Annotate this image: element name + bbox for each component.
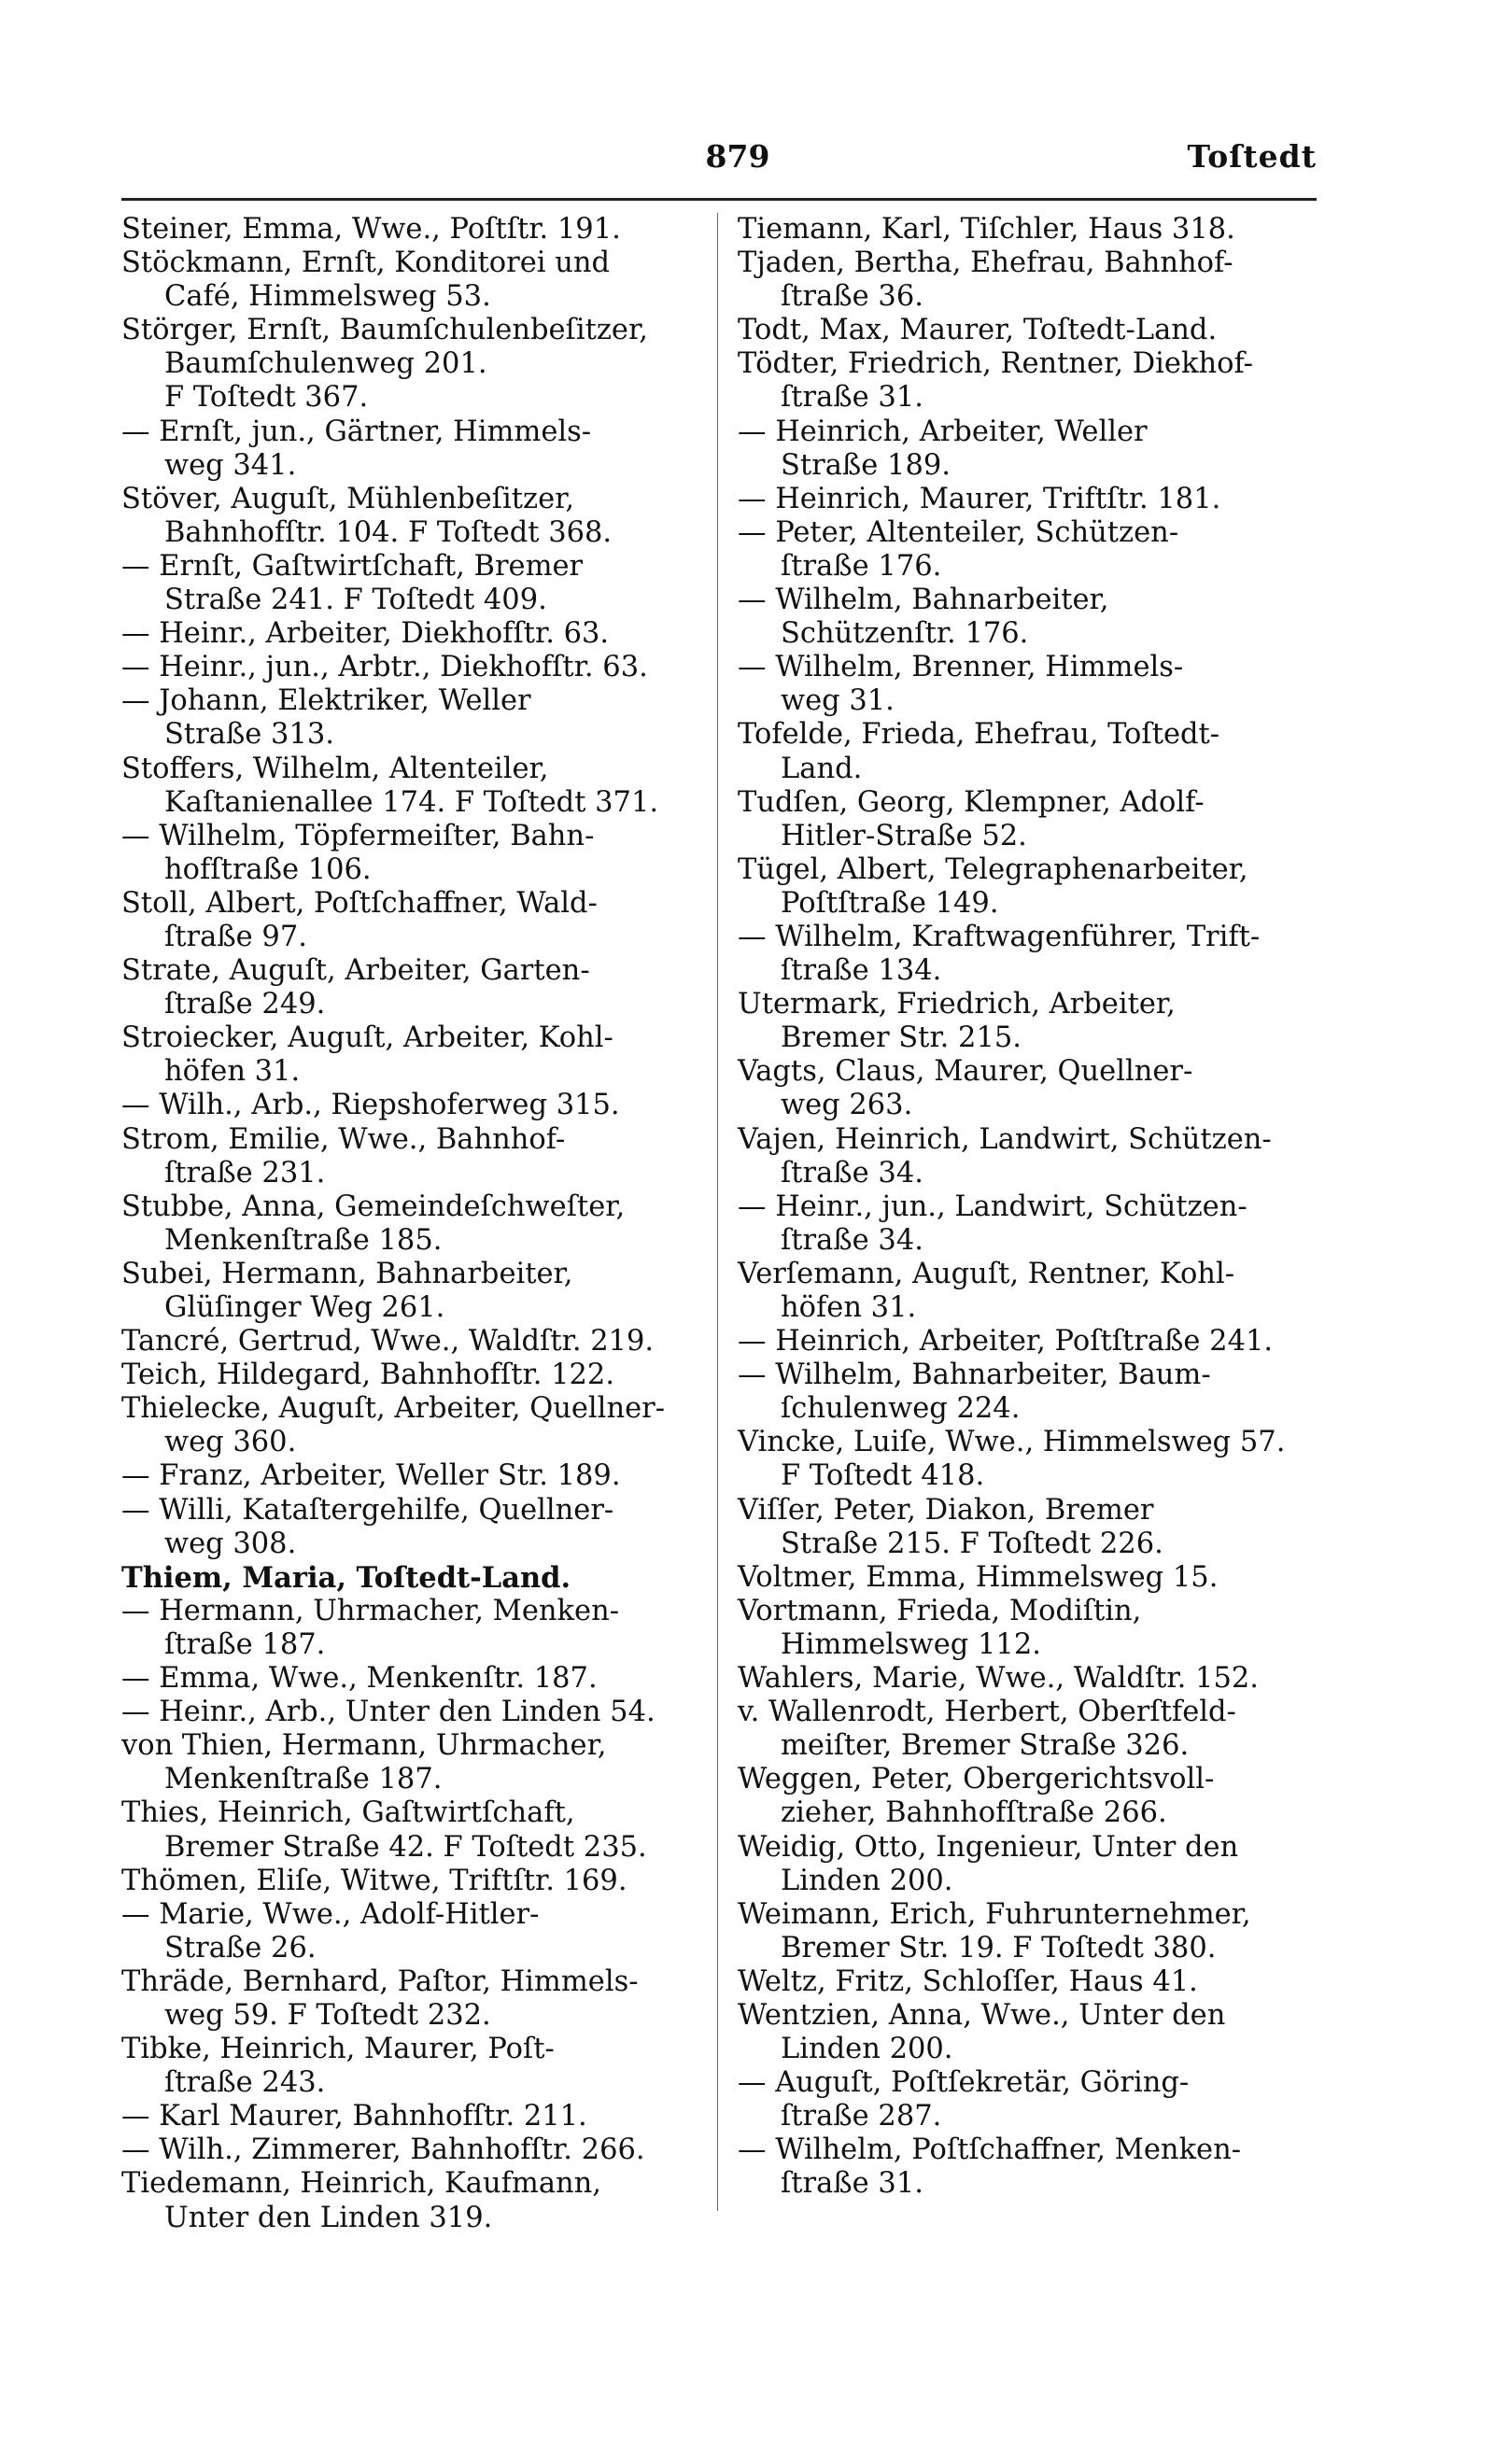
directory-entry [121,246,710,314]
entry-line: Bahnhofſtr. 104. F Toſtedt 368. [164,515,613,549]
directory-entry [121,1796,710,1864]
entry-line: Stöver, Auguſt, Mühlenbeſitzer, [121,482,575,515]
header-rule [121,198,1317,201]
directory-entry [738,2133,1326,2201]
directory-entry [121,213,710,246]
directory-entry [738,718,1326,785]
directory-entry [738,1696,1326,1763]
directory-entry [738,483,1326,516]
directory-entry [738,246,1326,314]
entry-line: meiſter, Bremer Straße 326. [781,1729,1190,1763]
directory-entry [738,314,1326,347]
directory-entry [738,584,1326,651]
entry-line: Bremer Str. 19. F Toſtedt 380. [781,1931,1217,1964]
entry-line: v. Wallenrodt, Herbert, Oberſtfeld- [738,1696,1236,1729]
directory-entry [738,347,1326,415]
entry-line: Strom, Emilie, Wwe., Bahnhof- [121,1122,566,1156]
directory-entry [121,1459,710,1493]
entry-line: Kaſtanienallee 174. F Toſtedt 371. [164,785,659,819]
entry-line: Teich, Hildegard, Bahnhofſtr. 122. [121,1359,615,1392]
directory-entry [738,786,1326,853]
entry-line: ſtraße 176. [781,549,942,583]
directory-entry [738,1325,1326,1359]
entry-line: Viſſer, Peter, Diakon, Bremer [738,1493,1154,1527]
entry-line: weg 59. F Toſtedt 232. [164,1998,491,2032]
entry-line: ſtraße 31. [781,381,923,415]
directory-entry [121,1089,710,1122]
directory-entry [738,1831,1326,1898]
entry-line: — Heinrich, Arbeiter, Poſtſtraße 241. [738,1325,1274,1359]
entry-line: Vortmann, Frieda, Modiſtin, [738,1594,1142,1627]
directory-entry [121,2133,710,2167]
entry-line: Vajen, Heinrich, Landwirt, Schützen- [738,1122,1272,1156]
entry-line: Poſtſtraße 149. [781,886,999,920]
directory-entry [121,1392,710,1459]
entry-line: — Hermann, Uhrmacher, Menken- [121,1594,620,1627]
right-column [738,213,1326,2202]
directory-entry [121,1595,710,1662]
entry-line: — Heinr., Arbeiter, Diekhofſtr. 63. [121,617,610,651]
entry-line: Weggen, Peter, Obergerichtsvoll- [738,1763,1215,1796]
entry-line: Café, Himmelsweg 53. [164,280,491,314]
running-head-place: Toſtedt [1187,138,1317,175]
entry-line: — Wilh., Zimmerer, Bahnhofſtr. 266. [121,2133,645,2167]
entry-line: hofſtraße 106. [164,852,372,886]
directory-entry [738,516,1326,584]
directory-entry [121,820,710,887]
directory-entry [121,1865,710,1898]
entry-line: ſchulenweg 224. [781,1392,1021,1426]
entry-line: weg 31. [781,684,895,718]
entry-line: weg 263. [781,1089,913,1122]
directory-entry [121,1258,710,1325]
directory-entry [738,921,1326,988]
entry-line: Weltz, Fritz, Schloſſer, Haus 41. [738,1964,1198,1998]
entry-line: ſtraße 231. [164,1156,326,1190]
directory-entry [738,651,1326,718]
entry-line: F Toſtedt 367. [164,381,369,415]
entry-line: ſtraße 287. [781,2100,942,2133]
directory-entry [121,2033,710,2100]
entry-line: — Heinr., Arb., Unter den Linden 54. [121,1696,655,1729]
page-number: 879 [705,138,770,175]
entry-line: Straße 26. [164,1931,317,1964]
directory-entry [121,415,710,483]
entry-line: Stöckmann, Ernſt, Konditorei und [121,246,611,280]
entry-line: Himmelsweg 112. [781,1627,1041,1661]
entry-line: Unter den Linden 319. [164,2201,493,2234]
entry-line: Stoll, Albert, Poſtſchaffner, Wald- [121,886,598,920]
entry-line: weg 308. [164,1527,297,1560]
entry-line: Baumſchulenweg 201. [164,347,487,381]
directory-entry [121,651,710,684]
entry-line: Bremer Straße 42. F Toſtedt 235. [164,1830,647,1864]
entry-line: ſtraße 34. [781,1156,923,1190]
entry-line: höfen 31. [781,1291,917,1324]
entry-line: weg 341. [164,448,297,482]
directory-entry [738,1595,1326,1662]
directory-entry [738,213,1326,246]
directory-entry [121,1325,710,1359]
entry-line: — Emma, Wwe., Menkenſtr. 187. [121,1662,598,1696]
entry-line: — Wilhelm, Bahnarbeiter, Baum- [738,1359,1211,1392]
entry-line: höfen 31. [164,1055,301,1089]
directory-entry [121,1965,710,2033]
entry-line: Wentzien, Anna, Wwe., Unter den [738,1998,1226,2032]
directory-entry [121,617,710,651]
directory-entry [121,1898,710,1965]
column-divider [717,213,718,2211]
entry-line: Tibke, Heinrich, Maurer, Poſt- [121,2033,555,2066]
directory-entry [738,1965,1326,1999]
entry-line: Vincke, Luiſe, Wwe., Himmelsweg 57. [738,1426,1286,1459]
entry-line: ſtraße 249. [164,988,326,1021]
entry-line: — Peter, Altenteiler, Schützen- [738,515,1179,549]
directory-entry [121,1561,710,1595]
directory-entry [121,2167,710,2234]
directory-entry [738,1898,1326,1965]
directory-entry [738,1258,1326,1325]
entry-line: Straße 189. [781,448,951,482]
entry-line: — Wilhelm, Kraftwagenführer, Trift- [738,920,1261,953]
directory-entry [738,1999,1326,2066]
entry-line: — Wilhelm, Brenner, Himmels- [738,651,1184,684]
entry-line: Tiedemann, Heinrich, Kaufmann, [121,2167,601,2201]
directory-entry [121,1359,710,1392]
entry-line: — Marie, Wwe., Adolf-Hitler- [121,1897,540,1931]
entry-line: — Heinr., jun., Landwirt, Schützen- [738,1190,1247,1223]
entry-line: Störger, Ernſt, Baumſchulenbeſitzer, [121,314,648,347]
directory-entry [738,1123,1326,1190]
entry-line: Todt, Max, Maurer, Toſtedt-Land. [738,314,1218,347]
entry-line: — Wilhelm, Töpfermeiſter, Bahn- [121,819,595,852]
entry-line: Tügel, Albert, Telegraphenarbeiter, [738,852,1248,886]
directory-entry [738,988,1326,1055]
entry-line: — Willi, Kataſtergehilfe, Quellner- [121,1493,614,1527]
directory-entry [738,2066,1326,2133]
entry-line: ſtraße 34. [781,1223,923,1257]
directory-entry [738,1662,1326,1696]
directory-entry [121,1494,710,1561]
entry-line: — Franz, Arbeiter, Weller Str. 189. [121,1459,621,1493]
entry-line: — Johann, Elektriker, Weller [121,684,531,718]
entry-line: Stroiecker, Auguſt, Arbeiter, Kohl- [121,1021,613,1055]
entry-line: Hitler-Straße 52. [781,819,1027,852]
entry-line: Thräde, Bernhard, Paſtor, Himmels- [121,1964,639,1998]
directory-entry [121,550,710,617]
entry-line: Wahlers, Marie, Wwe., Waldſtr. 152. [738,1662,1259,1696]
entry-line: Menkenſtraße 185. [164,1223,443,1257]
directory-entry [738,1190,1326,1258]
page-header [121,138,1317,194]
entry-line: Schützenſtr. 176. [781,617,1029,651]
entry-line: Weidig, Otto, Ingenieur, Unter den [738,1830,1239,1864]
entry-line: — Wilh., Arb., Riepshoferweg 315. [121,1089,620,1122]
entry-line: — Wilhelm, Bahnarbeiter, [738,584,1109,617]
entry-line: Straße 215. F Toſtedt 226. [781,1527,1163,1560]
directory-entry [738,1426,1326,1493]
entry-line: Tiemann, Karl, Tiſchler, Haus 318. [738,213,1235,246]
directory-entry [121,1190,710,1258]
directory-entry [121,1021,710,1089]
directory-entry [121,1696,710,1729]
entry-line: Utermark, Friedrich, Arbeiter, [738,988,1176,1021]
entry-line: Bremer Str. 215. [781,1021,1022,1055]
entry-line: — Ernſt, Gaſtwirtſchaft, Bremer [121,549,584,583]
directory-entry [738,1494,1326,1561]
entry-line: Stoffers, Wilhelm, Altenteiler, [121,752,549,785]
entry-line: Tödter, Friedrich, Rentner, Diekhof- [738,347,1253,381]
entry-line: von Thien, Hermann, Uhrmacher, [121,1729,607,1763]
directory-entry [738,1359,1326,1426]
entry-line: — Wilhelm, Poſtſchaffner, Menken- [738,2133,1242,2167]
entry-line: Strate, Auguſt, Arbeiter, Garten- [121,954,590,988]
entry-line: ſtraße 134. [781,954,942,988]
entry-line: Verſemann, Auguſt, Rentner, Kohl- [738,1257,1235,1290]
entry-line: Menkenſtraße 187. [164,1763,443,1796]
directory-entry [121,2100,710,2133]
entry-line: ſtraße 187. [164,1627,326,1661]
entry-line: weg 360. [164,1426,297,1459]
entry-line: Thömen, Eliſe, Witwe, Triftſtr. 169. [121,1864,627,1897]
entry-line: Stubbe, Anna, Gemeindeſchweſter, [121,1190,626,1223]
entry-line: — Auguſt, Poſtſekretär, Göring- [738,2066,1190,2100]
directory-entry [121,753,710,820]
directory-entry [121,314,710,415]
directory-entry [121,1729,710,1796]
entry-line: Tancré, Gertrud, Wwe., Waldſtr. 219. [121,1325,655,1359]
entry-line: — Heinrich, Arbeiter, Weller [738,415,1148,448]
entry-line: Thies, Heinrich, Gaſtwirtſchaft, [121,1796,575,1830]
directory-entry [121,887,710,954]
entry-line: Linden 200. [781,2033,953,2066]
entry-line: Thielecke, Auguſt, Arbeiter, Quellner- [121,1392,666,1426]
entry-line: Thiem, Maria, Toſtedt-Land. [121,1560,571,1595]
entry-line: zieher, Bahnhofſtraße 266. [781,1796,1167,1830]
directory-entry [121,684,710,752]
entry-line: ſtraße 36. [781,280,923,314]
entry-line: Tjaden, Bertha, Ehefrau, Bahnhof- [738,246,1233,280]
entry-line: ſtraße 31. [781,2167,923,2201]
entry-line: ſtraße 97. [164,920,307,953]
entry-line: ſtraße 243. [164,2066,326,2100]
entry-line: — Ernſt, jun., Gärtner, Himmels- [121,415,592,448]
entry-line: Weimann, Erich, Fuhrunternehmer, [738,1897,1251,1931]
directory-entry [738,1055,1326,1122]
directory-entry [738,1763,1326,1830]
entry-line: — Heinr., jun., Arbtr., Diekhofſtr. 63. [121,651,648,684]
entry-line: Linden 200. [781,1864,953,1897]
entry-line: Steiner, Emma, Wwe., Poſtſtr. 191. [121,213,621,246]
entry-line: Straße 313. [164,718,334,752]
entry-line: Voltmer, Emma, Himmelsweg 15. [738,1560,1219,1594]
entry-line: Land. [781,752,863,785]
entry-line: Tofelde, Frieda, Ehefrau, Toſtedt- [738,718,1220,752]
directory-entry [738,1561,1326,1595]
directory-entry [121,483,710,550]
entry-line: Tudſen, Georg, Klempner, Adolf- [738,785,1205,819]
directory-entry [738,853,1326,921]
entry-line: Vagts, Claus, Maurer, Quellner- [738,1055,1193,1089]
directory-entry [738,415,1326,483]
entry-line: Subei, Hermann, Bahnarbeiter, [121,1257,573,1290]
entry-line: Straße 241. F Toſtedt 409. [164,584,547,617]
directory-entry [121,1662,710,1696]
entry-line: — Karl Maurer, Bahnhofſtr. 211. [121,2100,587,2133]
directory-entry [121,1123,710,1190]
directory-entry [121,954,710,1021]
left-column [121,213,710,2235]
entry-line: Glüſinger Weg 261. [164,1291,445,1324]
entry-line: — Heinrich, Maurer, Triftſtr. 181. [738,482,1221,515]
entry-line: F Toſtedt 418. [781,1459,985,1493]
